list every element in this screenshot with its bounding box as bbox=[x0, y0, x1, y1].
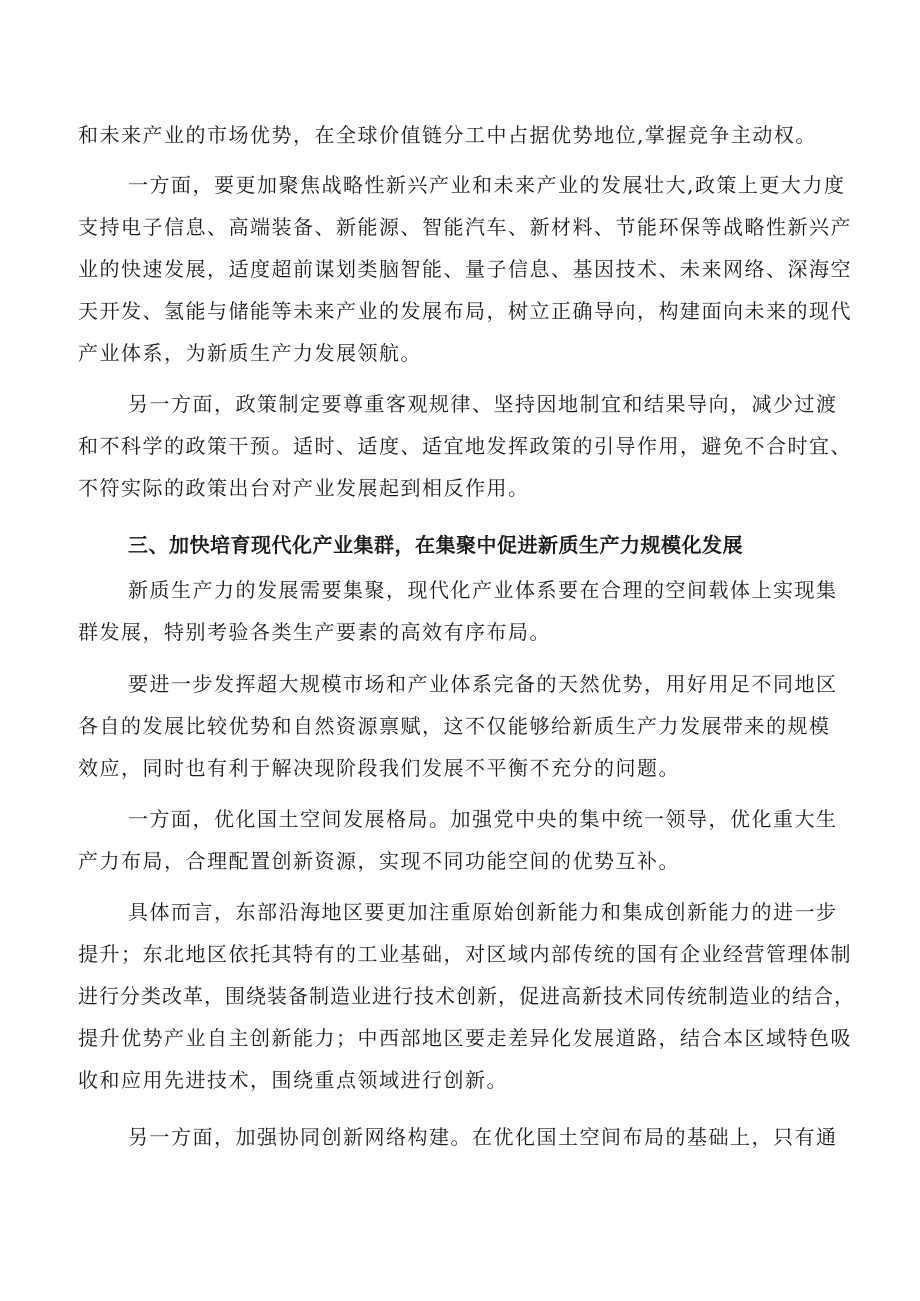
text-line: 不符实际的政策出台对产业发展起到相反作用。 bbox=[78, 476, 530, 500]
text-line: 和不科学的政策干预。适时、适度、适宜地发挥政策的引导作用，避免不合时宜、 bbox=[78, 434, 852, 458]
text-line: 提升优势产业自主创新能力；中西部地区要走差异化发展道路，结合本区域特色吸 bbox=[78, 1026, 852, 1050]
text-line: 产力布局，合理配置创新资源，实现不同功能空间的优势互补。 bbox=[78, 849, 680, 873]
text-line: 天开发、氢能与储能等未来产业的发展布局，树立正确导向，构建面向未来的现代 bbox=[78, 299, 852, 323]
paragraph-start-line: 另一方面，政策制定要尊重客观规律、坚持因地制宜和结果导向，减少过渡 bbox=[128, 392, 838, 416]
paragraph-start-line: 要进一步发挥超大规模市场和产业体系完备的天然优势，用好用足不同地区 bbox=[128, 672, 838, 696]
text-line: 和未来产业的市场优势，在全球价值链分工中占据优势地位,掌握竞争主动权。 bbox=[78, 123, 817, 147]
text-line: 业的快速发展，适度超前谋划类脑智能、量子信息、基因技术、未来网络、深海空 bbox=[78, 257, 852, 281]
paragraph-start-line: 新质生产力的发展需要集聚，现代化产业体系要在合理的空间载体上实现集 bbox=[128, 578, 838, 602]
paragraph-start-line: 另一方面，加强协同创新网络构建。在优化国土空间布局的基础上，只有通 bbox=[128, 1125, 838, 1149]
text-line: 进行分类改革，围绕装备制造业进行技术创新，促进高新技术同传统制造业的结合， bbox=[78, 984, 855, 1008]
paragraph-start-line: 一方面，要更加聚焦战略性新兴产业和未来产业的发展壮大,政策上更大力度 bbox=[128, 173, 846, 197]
section-heading: 三、加快培育现代化产业集群，在集聚中促进新质生产力规模化发展 bbox=[128, 533, 743, 557]
text-line: 效应，同时也有利于解决现阶段我们发展不平衡不充分的问题。 bbox=[78, 756, 680, 780]
paragraph-start-line: 具体而言，东部沿海地区要更加注重原始创新能力和集成创新能力的进一步 bbox=[128, 900, 838, 924]
text-line: 产业体系，为新质生产力发展领航。 bbox=[78, 341, 422, 365]
text-line: 收和应用先进技术，围绕重点领域进行创新。 bbox=[78, 1068, 508, 1092]
paragraph-start-line: 一方面，优化国土空间发展格局。加强党中央的集中统一领导，优化重大生 bbox=[128, 807, 838, 831]
text-line: 提升；东北地区依托其特有的工业基础，对区域内部传统的国有企业经营管理体制 bbox=[78, 942, 852, 966]
text-line: 各自的发展比较优势和自然资源禀赋，这不仅能够给新质生产力发展带来的规模 bbox=[78, 714, 831, 738]
text-line: 群发展，特别考验各类生产要素的高效有序布局。 bbox=[78, 620, 551, 644]
text-line: 支持电子信息、高端装备、新能源、智能汽车、新材料、节能环保等战略性新兴产 bbox=[78, 215, 852, 239]
